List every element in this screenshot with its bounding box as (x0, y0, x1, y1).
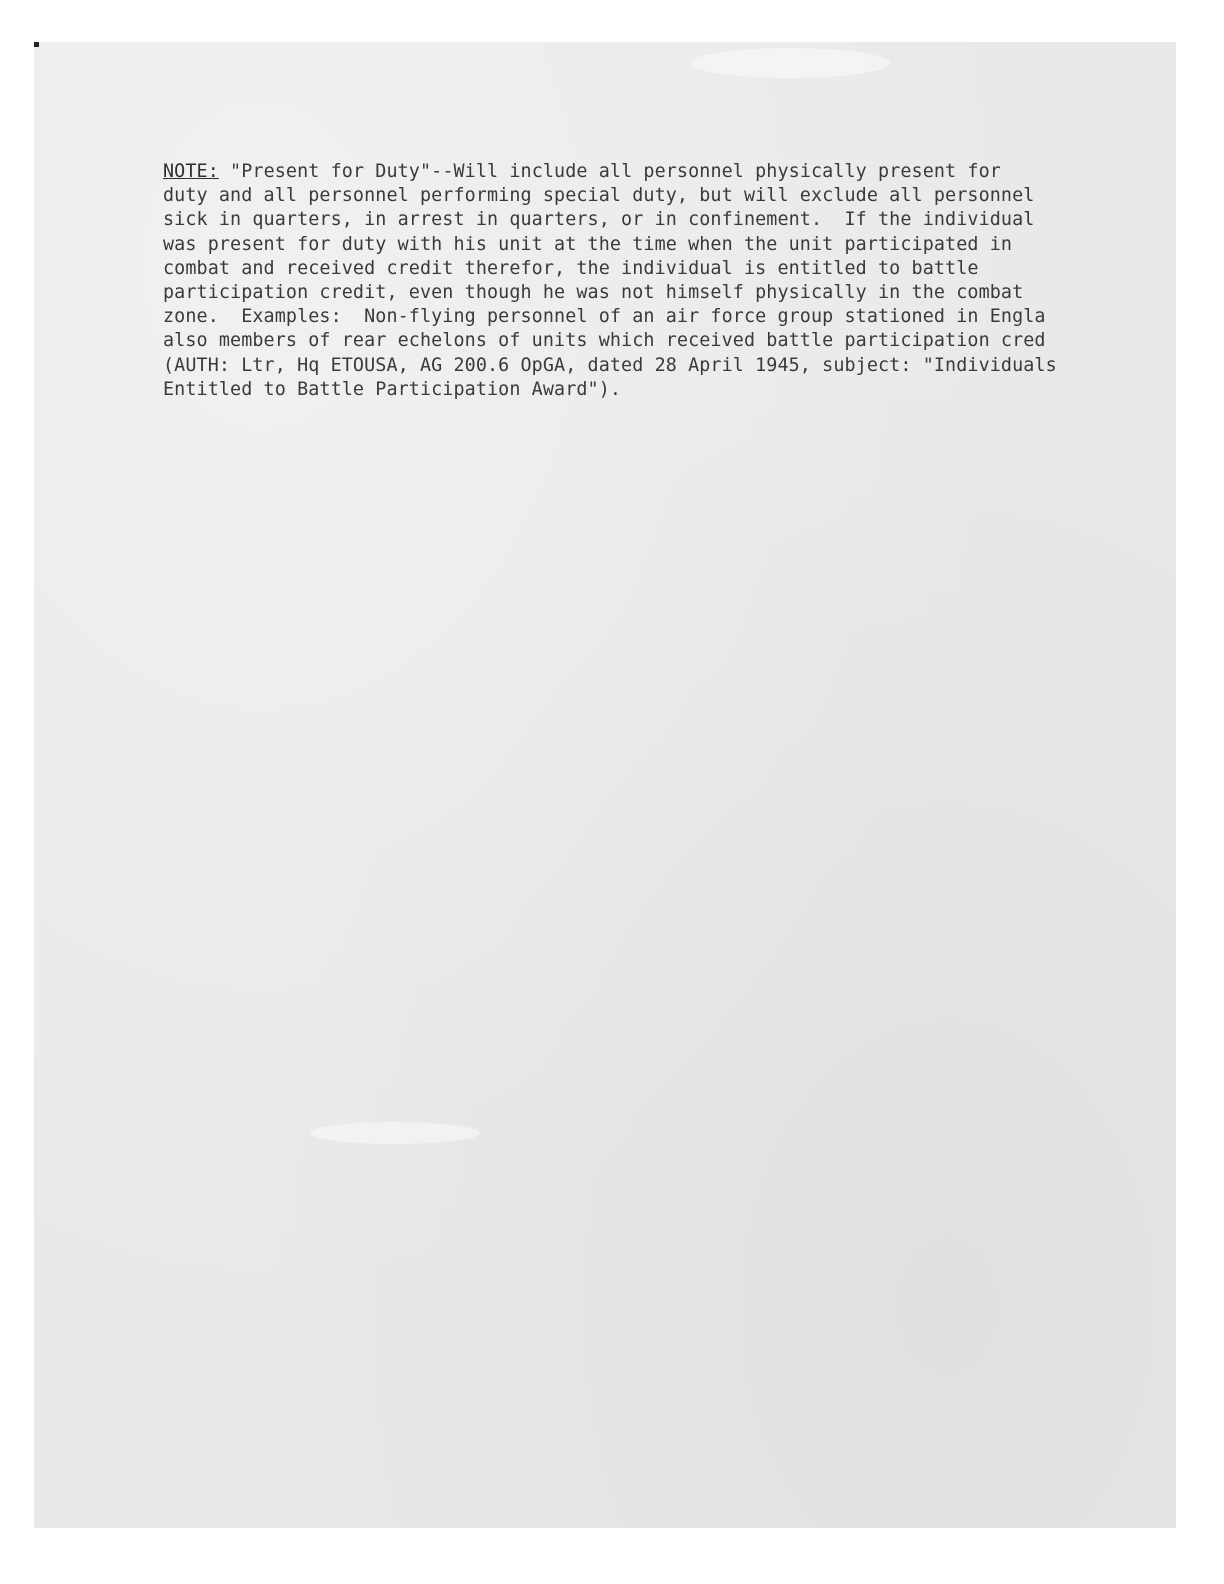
note-line: Entitled to Battle Participation Award"). (163, 378, 622, 400)
note-line: "Present for Duty"--Will include all personnel physically present for (218, 161, 1001, 182)
note-line: duty and all personnel performing special duty, but will exclude all personnel (163, 185, 1035, 207)
note-line: combat and received credit therefor, the individual is entitled to battle (163, 257, 979, 279)
note-line: participation credit, even though he was not himself physically in the combat (163, 282, 1024, 304)
note-line: (AUTH: Ltr, Hq ETOUSA, AG 200.6 OpGA, dated 28 April 1945, subject: "Individuals (163, 354, 1057, 376)
corner-mark (34, 42, 39, 47)
paper-scuff (690, 48, 890, 78)
paper-scuff (310, 1122, 480, 1144)
note-line: sick in quarters, in arrest in quarters, or in confinement. If the individual (163, 209, 1035, 231)
note-label: NOTE: (163, 161, 219, 182)
note-line: was present for duty with his unit at the time when the unit participated in (163, 233, 1013, 255)
note-line: zone. Examples: Non-flying personnel of an air force group stationed in Engla (163, 306, 1046, 328)
note-paragraph (163, 160, 1123, 402)
note-line: also members of rear echelons of units which received battle participation cred (163, 330, 1046, 352)
